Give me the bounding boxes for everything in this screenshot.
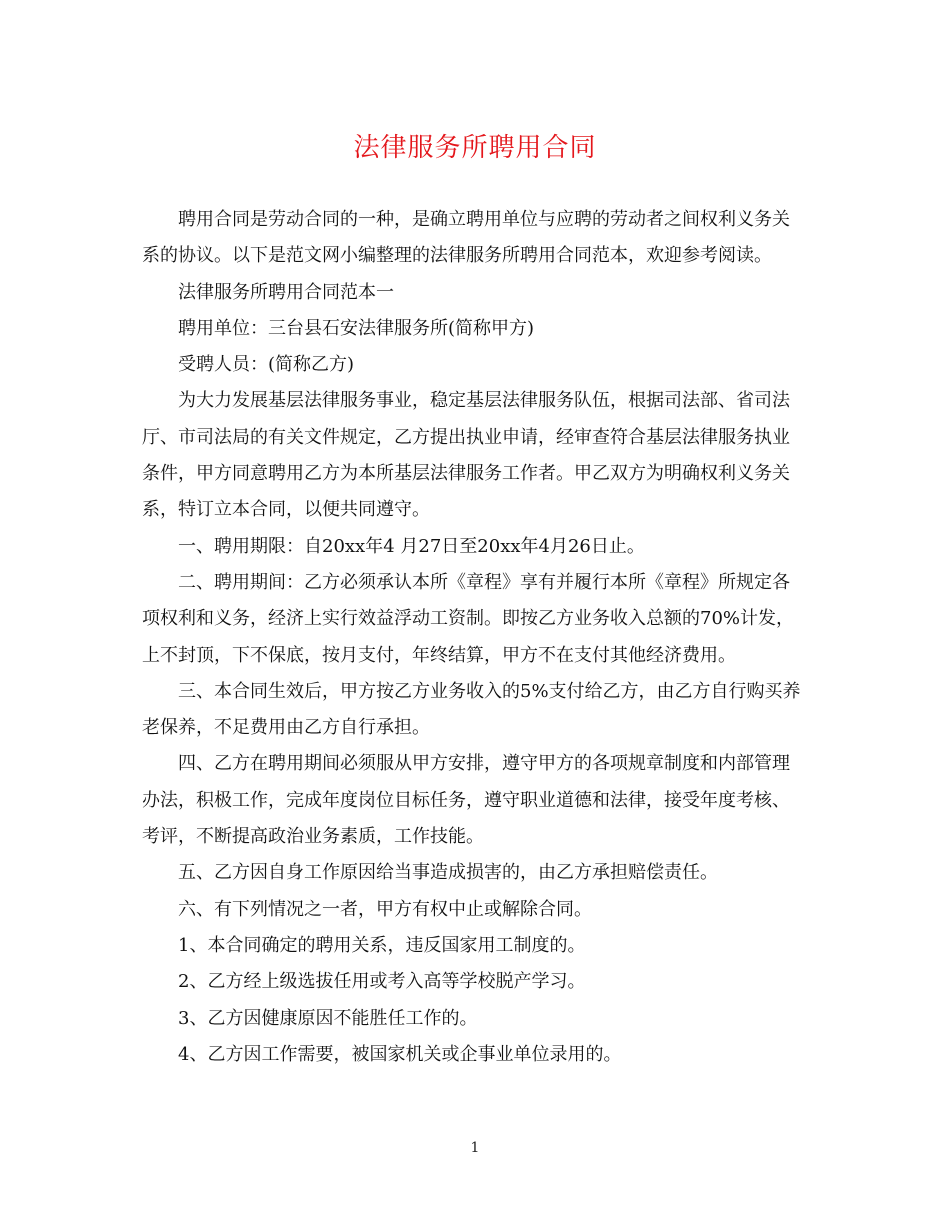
paragraph-item-4: 4、乙方因工作需要，被国家机关或企事业单位录用的。 <box>178 1043 622 1065</box>
paragraph-clause-3: 三、本合同生效后，甲方按乙方业务收入的5%支付给乙方，由乙方自行购买养老保养，不足费用由乙方自行承担。 <box>142 680 801 739</box>
paragraph-intro: 聘用合同是劳动合同的一种，是确立聘用单位与应聘的劳动者之间权利义务关系的协议。以下是范文网小编整理的法律服务所聘用合同范本，欢迎参考阅读。 <box>142 209 790 267</box>
paragraph-clause-6: 六、有下列情况之一者，甲方有权中止或解除合同。 <box>178 898 592 920</box>
paragraph-clause-4: 四、乙方在聘用期间必须服从甲方安排，遵守甲方的各项规章制度和内部管理办法，积极工作，完成年度岗位目标任务，遵守职业道德和法律，接受年度考核、考评，不断提高政治业务素质，工作技能。 <box>142 753 790 848</box>
paragraph-employee: 受聘人员：(简称乙方) <box>178 354 355 376</box>
page-number: 1 <box>470 1140 480 1156</box>
paragraph-clause-1: 一、聘用期限：自20xx年4 月27日至20xx年4月26日止。 <box>178 535 645 557</box>
paragraph-item-2: 2、乙方经上级选拔任用或考入高等学校脱产学习。 <box>178 971 586 993</box>
paragraph-clause-5: 五、乙方因自身工作原因给当事造成损害的，由乙方承担赔偿责任。 <box>178 862 718 884</box>
paragraph-item-1: 1、本合同确定的聘用关系，违反国家用工制度的。 <box>178 934 586 956</box>
paragraph-item-3: 3、乙方因健康原因不能胜任工作的。 <box>178 1007 478 1029</box>
paragraph-employer: 聘用单位：三台县石安法律服务所(简称甲方) <box>178 317 535 339</box>
paragraph-preamble: 为大力发展基层法律服务事业，稳定基层法律服务队伍，根据司法部、省司法厅、市司法局的有关文件规定，乙方提出执业申请，经审查符合基层法律服务执业条件，甲方同意聘用乙方为本所基层法律服务工作者。甲乙双方为明确权利义务关系，特订立本合同，以便共同遵守。 <box>142 390 790 521</box>
paragraph-clause-2: 二、聘用期间：乙方必须承认本所《章程》享有并履行本所《章程》所规定各项权利和义务，经济上实行效益浮动工资制。即按乙方业务收入总额的70%计发，上不封顶，下不保底，按月支付，年终结算，甲方不在支付其他经济费用。 <box>142 571 795 666</box>
paragraph-template-heading: 法律服务所聘用合同范本一 <box>178 281 394 303</box>
document-title: 法律服务所聘用合同 <box>353 133 597 163</box>
document-body <box>142 202 802 1073</box>
